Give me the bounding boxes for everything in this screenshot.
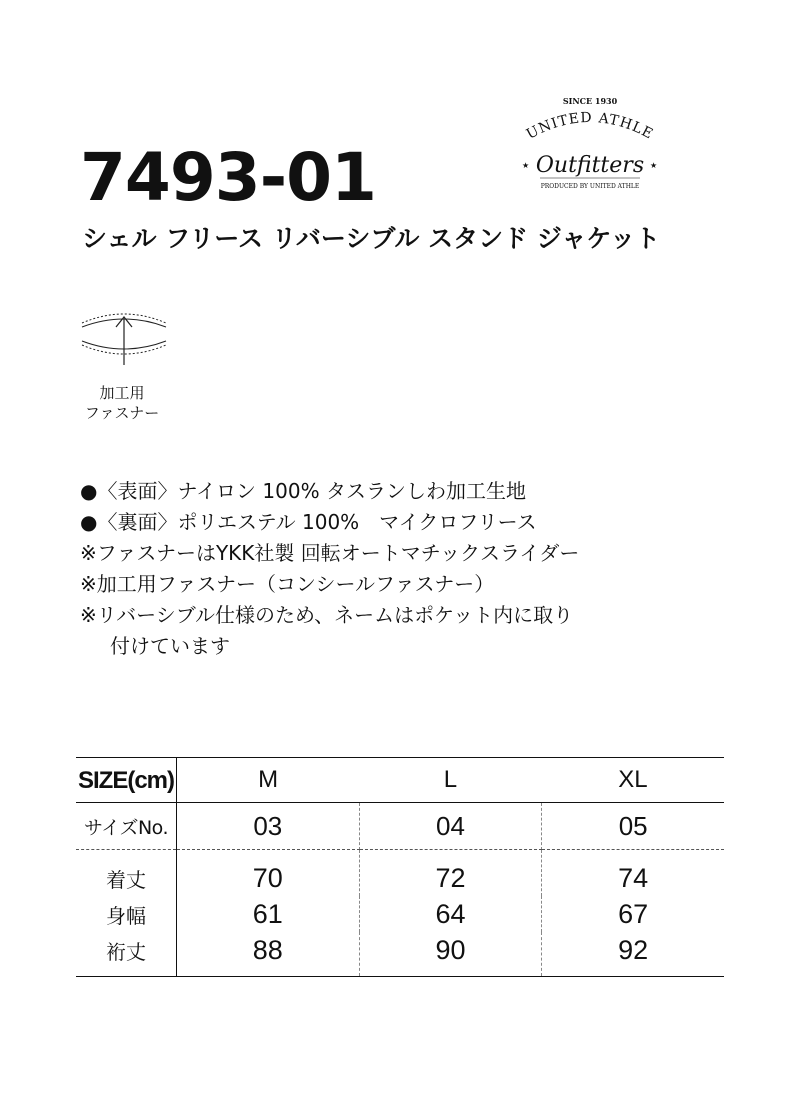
star-icon: ★ <box>650 161 658 170</box>
measurement-cell: 61 <box>176 896 359 932</box>
measurement-label: 着丈 <box>76 850 176 897</box>
zipper-icon <box>78 305 170 367</box>
size-number-cell: 03 <box>176 803 359 850</box>
measurement-cell: 72 <box>359 850 542 897</box>
measurement-cell: 92 <box>542 932 724 977</box>
united-athle-emblem <box>500 92 680 197</box>
size-m: M <box>176 758 359 803</box>
measurement-label: 裄丈 <box>76 932 176 977</box>
measurement-cell: 67 <box>618 898 649 929</box>
svg-text:UNITED ATHLE <box>524 110 656 143</box>
zipper-label-line2: ファスナー <box>84 404 160 422</box>
product-notes <box>80 476 720 662</box>
note-line: ●〈表面〉ナイロン 100% タスランしわ加工生地 <box>80 479 526 503</box>
size-l: L <box>359 758 542 803</box>
note-line: ※加工用ファスナー（コンシールファスナー） <box>80 572 495 596</box>
note-line: ●〈裏面〉ポリエステル 100% マイクロフリース <box>80 510 537 534</box>
measurement-cell: 88 <box>176 932 359 977</box>
size-xl: XL <box>542 758 724 803</box>
note-line: 付けています <box>110 634 230 658</box>
measurement-row-length <box>76 850 724 897</box>
logo-since: SINCE 1930 <box>562 96 618 106</box>
model-number: 7493-01 <box>80 139 376 216</box>
zipper-label-line1: 加工用 <box>99 384 145 402</box>
measurement-cell: 90 <box>359 932 542 977</box>
measurement-cell: 74 <box>618 862 649 893</box>
size-table <box>76 757 724 977</box>
size-number-cell: 05 <box>542 803 724 850</box>
measurement-cell: 70 <box>176 850 359 897</box>
brand-logo <box>500 92 680 197</box>
logo-brand: UNITED ATHLE <box>523 109 657 143</box>
size-unit: (cm) <box>127 766 174 794</box>
zipper-label <box>72 383 172 423</box>
size-header-label <box>76 758 176 803</box>
size-header-row <box>76 758 724 803</box>
product-name: シェル フリース リバーシブル スタンド ジャケット <box>82 224 661 253</box>
measurement-label: 身幅 <box>76 896 176 932</box>
size-number-row <box>76 803 724 850</box>
star-icon: ★ <box>522 161 530 170</box>
size-number-label: サイズNo. <box>76 803 176 850</box>
logo-script: Outfitters <box>535 153 645 178</box>
measurement-row-sleeve <box>76 932 724 977</box>
measurement-cell: 64 <box>359 896 542 932</box>
size-number-cell: 04 <box>359 803 542 850</box>
logo-produced: PRODUCED BY UNITED ATHLE <box>540 183 640 190</box>
note-line: ※ファスナーはYKK社製 回転オートマチックスライダー <box>80 541 580 565</box>
size-label: SIZE <box>77 766 128 794</box>
note-line: ※リバーシブル仕様のため、ネームはポケット内に取り <box>80 603 574 627</box>
measurement-row-width <box>76 896 724 932</box>
